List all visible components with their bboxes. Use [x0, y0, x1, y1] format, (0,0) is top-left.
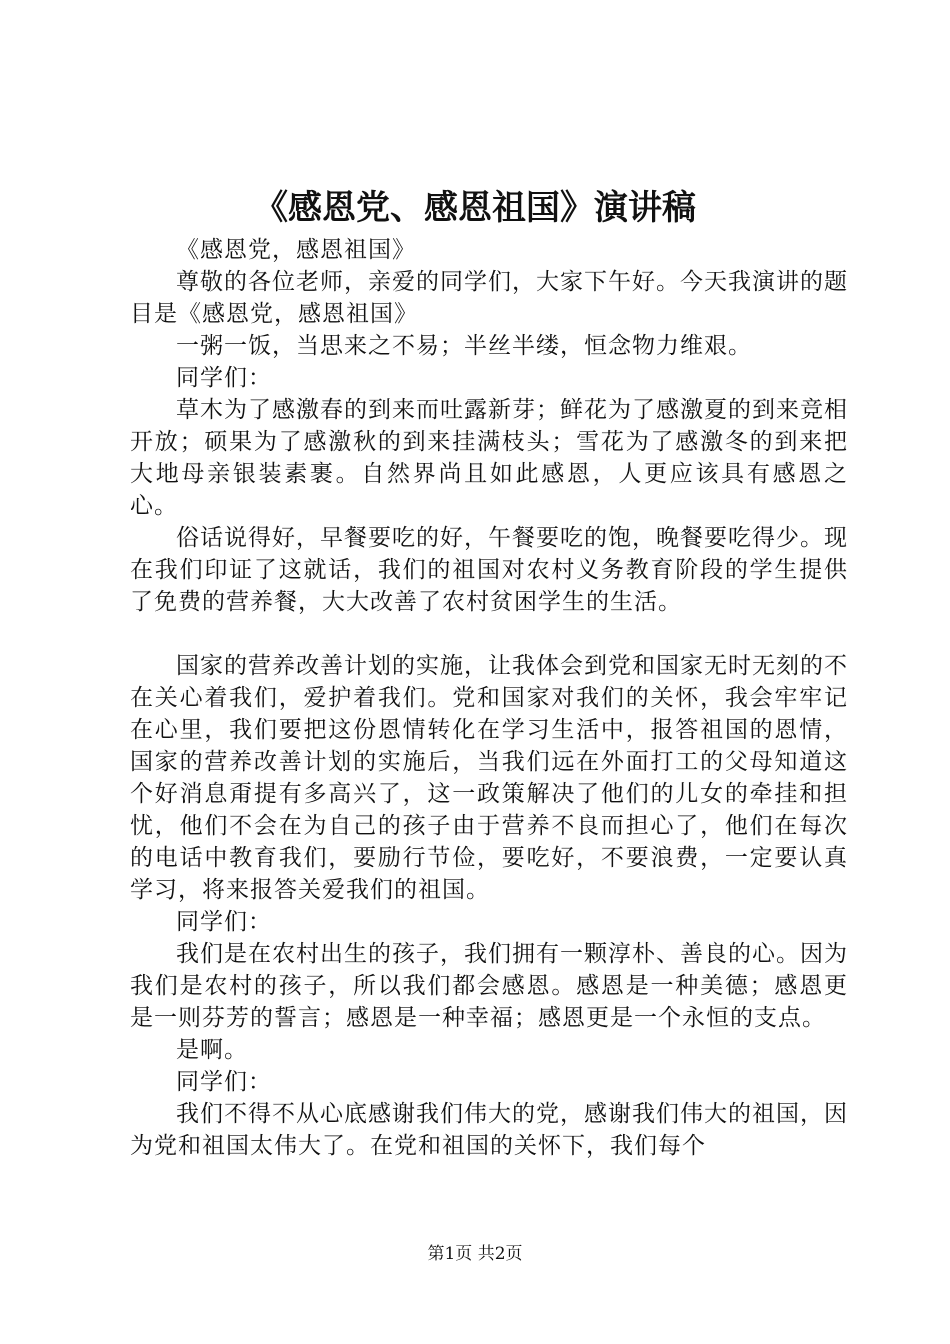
document-title: 《感恩党、感恩祖国》演讲稿 — [254, 188, 696, 228]
paragraph: 尊敬的各位老师，亲爱的同学们，大家下午好。今天我演讲的题目是《感恩党，感恩祖国》 — [130, 269, 848, 327]
paragraph: 同学们： — [176, 365, 272, 391]
paragraph: 俗话说得好，早餐要吃的好，午餐要吃的饱，晚餐要吃得少。现在我们印证了这就话，我们的祖国对农村义务教育阶段的学生提供了免费的营养餐，大大改善了农村贫困学生的生活。 — [130, 525, 848, 615]
paragraph: 《感恩党，感恩祖国》 — [176, 237, 416, 263]
paragraph: 同学们： — [176, 1069, 272, 1095]
paragraph: 国家的营养改善计划的实施，让我体会到党和国家无时无刻的不在关心着我们，爱护着我们。党和国家对我们的关怀，我会牢牢记在心里，我们要把这份恩情转化在学习生活中，报答祖国的恩情，国家的营养改善计划的实施后，当我们远在外面打工的父母知道这个好消息甭提有多高兴了，这一政策解决了他们的儿女的牵挂和担忧，他们不会在为自己的孩子由于营养不良而担心了，他们在每次的电话中教育我们，要励行节俭，要吃好，不要浪费，一定要认真学习，将来报答关爱我们的祖国。 — [130, 653, 848, 903]
document-body — [130, 234, 848, 1162]
paragraph: 草木为了感激春的到来而吐露新芽；鲜花为了感激夏的到来竞相开放；硕果为了感激秋的到来挂满枝头；雪花为了感激冬的到来把大地母亲银装素裹。自然界尚且如此感恩，人更应该具有感恩之心。 — [130, 397, 848, 519]
paragraph: 同学们： — [176, 909, 272, 935]
paragraph: 是啊。 — [176, 1037, 248, 1063]
page-footer: 第1页 共2页 — [427, 1244, 523, 1264]
paragraph: 一粥一饭，当思来之不易；半丝半缕，恒念物力维艰。 — [176, 333, 752, 359]
paragraph: 我们是在农村出生的孩子，我们拥有一颗淳朴、善良的心。因为我们是农村的孩子，所以我们都会感恩。感恩是一种美德；感恩更是一则芬芳的誓言；感恩是一种幸福；感恩更是一个永恒的支点。 — [130, 941, 848, 1031]
paragraph: 我们不得不从心底感谢我们伟大的党，感谢我们伟大的祖国，因为党和祖国太伟大了。在党和祖国的关怀下，我们每个 — [130, 1101, 848, 1159]
